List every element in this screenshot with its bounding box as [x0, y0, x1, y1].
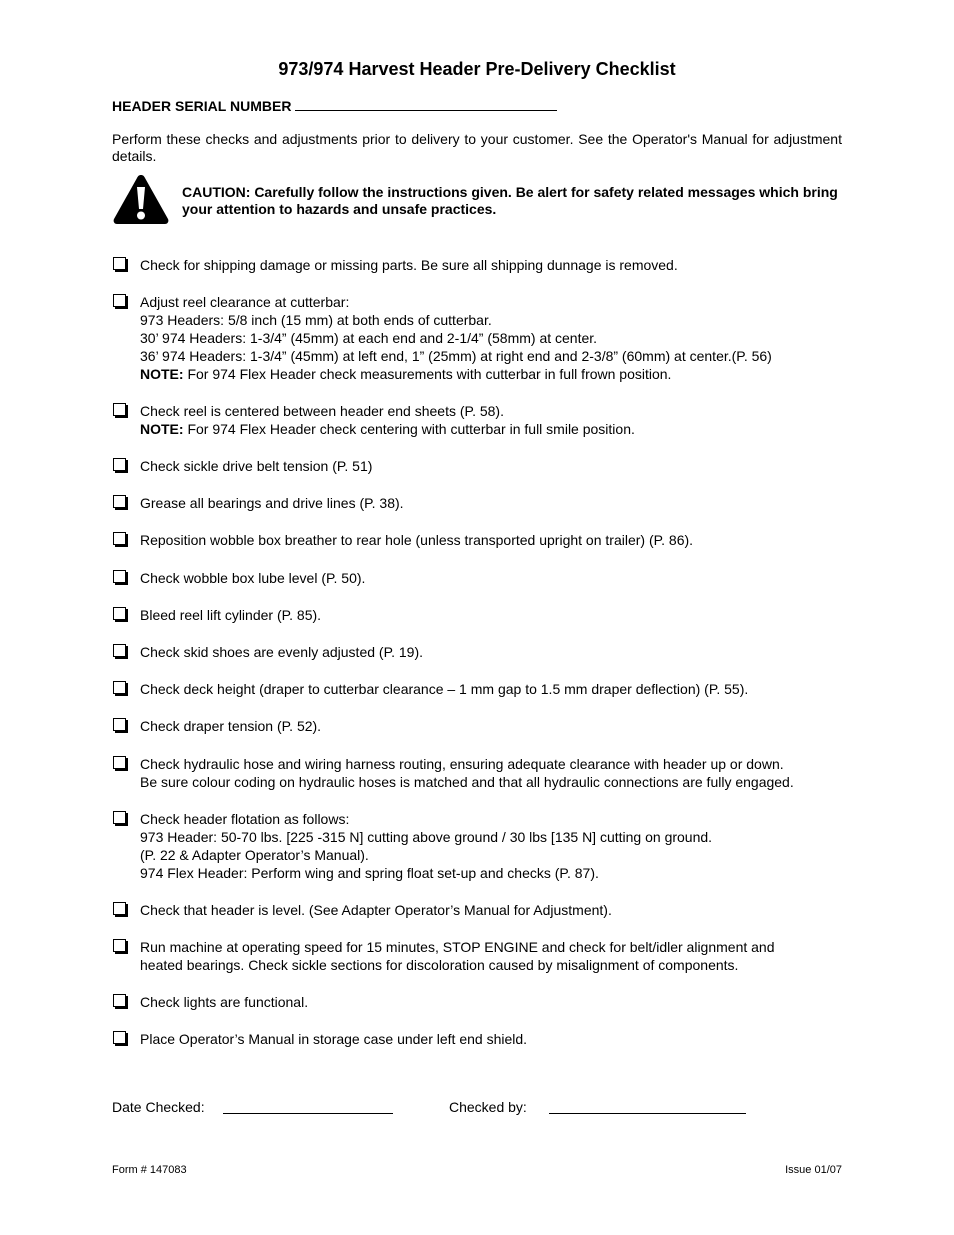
- checkbox-icon[interactable]: [113, 570, 126, 583]
- checkbox-icon[interactable]: [113, 1031, 126, 1044]
- checkbox-icon[interactable]: [113, 458, 126, 471]
- checklist-item: [112, 680, 842, 698]
- checklist-item-text: 36’ 974 Headers: 1-3/4” (45mm) at left end, 1” (25mm) at right end and 2-3/8” (60mm) at center.(P. 56): [140, 348, 772, 364]
- checkbox-icon[interactable]: [113, 718, 126, 731]
- checklist-item-text: Check draper tension (P. 52).: [140, 718, 322, 734]
- checkbox-icon[interactable]: [113, 811, 126, 824]
- checklist-item-text: (P. 22 & Adapter Operator’s Manual).: [140, 847, 369, 863]
- caution-text: CAUTION: Carefully follow the instructions given. Be alert for safety related messages which bring your attention to hazards and unsafe practices.: [182, 184, 838, 217]
- checklist-item-text: Place Operator’s Manual in storage case under left end shield.: [140, 1031, 528, 1047]
- checkbox-icon[interactable]: [113, 902, 126, 915]
- checklist-item-text: Check deck height (draper to cutterbar clearance – 1 mm gap to 1.5 mm draper deflection) (P. 55).: [140, 681, 749, 697]
- page-title: 973/974 Harvest Header Pre-Delivery Checklist: [278, 59, 676, 79]
- checklist-item: [112, 256, 842, 274]
- checkbox-icon[interactable]: [113, 681, 126, 694]
- checklist-item: [112, 293, 842, 383]
- checklist-item: [112, 717, 842, 735]
- checklist-item: [112, 531, 842, 549]
- note-text: For 974 Flex Header check measurements with cutterbar in full frown position.: [187, 366, 672, 382]
- checkbox-icon[interactable]: [113, 532, 126, 545]
- checklist-item: [112, 1030, 842, 1048]
- checklist-item-text: Check reel is centered between header end sheets (P. 58).: [140, 403, 504, 419]
- note-label: NOTE:: [140, 366, 184, 382]
- serial-number-field: [112, 96, 557, 115]
- checklist-item-text: Check for shipping damage or missing parts. Be sure all shipping dunnage is removed.: [140, 257, 678, 273]
- checklist-item-text: Check wobble box lube level (P. 50).: [140, 570, 366, 586]
- checklist-item: [112, 643, 842, 661]
- checklist-item-text: Reposition wobble box breather to rear hole (unless transported upright on trailer) (P. 86).: [140, 532, 694, 548]
- checklist-item: [112, 606, 842, 624]
- checklist-item-text: Adjust reel clearance at cutterbar:: [140, 294, 350, 310]
- checklist-item: [112, 901, 842, 919]
- checklist-item-text: Be sure colour coding on hydraulic hoses is matched and that all hydraulic connections are fully engaged.: [140, 774, 794, 790]
- checkbox-icon[interactable]: [113, 607, 126, 620]
- checked-by-label: Checked by:: [449, 1099, 527, 1115]
- checklist-item-text: 974 Flex Header: Perform wing and spring float set-up and checks (P. 87).: [140, 865, 599, 881]
- checkbox-icon[interactable]: [113, 495, 126, 508]
- checkbox-icon[interactable]: [113, 403, 126, 416]
- issue-number: Issue 01/07: [785, 1164, 842, 1176]
- checklist-item: [112, 402, 842, 438]
- checklist-item-text: 973 Header: 50-70 lbs. [225 -315 N] cutting above ground / 30 lbs [135 N] cutting on ground.: [140, 829, 713, 845]
- checklist-item-text: Check skid shoes are evenly adjusted (P. 19).: [140, 644, 424, 660]
- checklist: [112, 256, 842, 1048]
- checklist-item: [112, 938, 842, 974]
- checklist-item: [112, 755, 842, 791]
- checklist-item-text: Check lights are functional.: [140, 994, 309, 1010]
- warning-triangle-icon: [112, 173, 170, 225]
- checklist-item-text: Check hydraulic hose and wiring harness routing, ensuring adequate clearance with header up or down.: [140, 756, 784, 772]
- checklist-item-text: heated bearings. Check sickle sections for discoloration caused by misalignment of components.: [140, 957, 739, 973]
- checklist-item-text: Run machine at operating speed for 15 minutes, STOP ENGINE and check for belt/idler alignment and: [140, 939, 775, 955]
- checklist-item: [112, 993, 842, 1011]
- checklist-item: [112, 457, 842, 475]
- checklist-item-text: Check that header is level. (See Adapter Operator’s Manual for Adjustment).: [140, 902, 612, 918]
- checklist-item-note: [140, 420, 842, 438]
- checklist-item-text: Bleed reel lift cylinder (P. 85).: [140, 607, 322, 623]
- checked-by-blank[interactable]: [549, 1113, 746, 1114]
- checkbox-icon[interactable]: [113, 756, 126, 769]
- checkbox-icon[interactable]: [113, 994, 126, 1007]
- serial-number-blank[interactable]: [295, 96, 557, 111]
- intro-paragraph: Perform these checks and adjustments prior to delivery to your customer. See the Operator's Manual for adjustment details.: [112, 131, 842, 164]
- date-checked-label: Date Checked:: [112, 1099, 205, 1115]
- checkbox-icon[interactable]: [113, 939, 126, 952]
- note-label: NOTE:: [140, 421, 184, 437]
- checklist-item-note: [140, 365, 842, 383]
- checklist-item-text: 973 Headers: 5/8 inch (15 mm) at both ends of cutterbar.: [140, 312, 492, 328]
- serial-label: HEADER SERIAL NUMBER: [112, 98, 292, 114]
- caution-block: [112, 173, 842, 225]
- checkbox-icon[interactable]: [113, 257, 126, 270]
- note-text: For 974 Flex Header check centering with cutterbar in full smile position.: [187, 421, 635, 437]
- checkbox-icon[interactable]: [113, 644, 126, 657]
- checkbox-icon[interactable]: [113, 294, 126, 307]
- checklist-item: [112, 810, 842, 882]
- checklist-item: [112, 494, 842, 512]
- date-checked-blank[interactable]: [223, 1113, 393, 1114]
- checklist-item-text: Check header flotation as follows:: [140, 811, 350, 827]
- checklist-item-text: Check sickle drive belt tension (P. 51): [140, 458, 373, 474]
- form-number: Form # 147083: [112, 1164, 187, 1176]
- checklist-item-text: Grease all bearings and drive lines (P. 38).: [140, 495, 404, 511]
- checklist-item-text: 30’ 974 Headers: 1-3/4” (45mm) at each end and 2-1/4” (58mm) at center.: [140, 330, 598, 346]
- checklist-item: [112, 569, 842, 587]
